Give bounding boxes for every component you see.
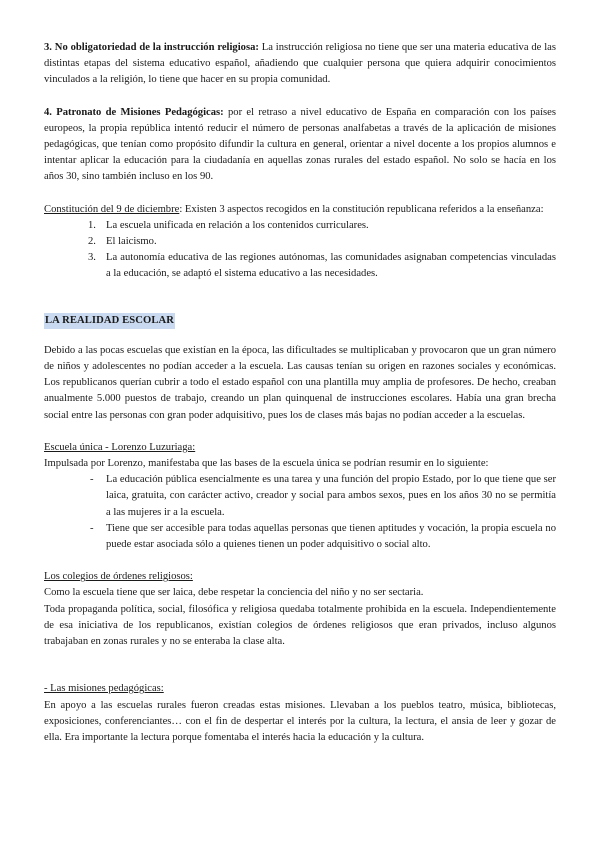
paragraph-text: La instrucción religiosa no tiene que ser una materia educativa de las distintas etapas del sistema educativo español, añadiendo que cualquier persona que quiera adquirir conocimientos vinculados a la religión, lo tiene que hacer en su propia comunidad. — [44, 42, 556, 86]
paragraph-no-obligatoriedad — [44, 40, 556, 89]
paragraph-escuela-unica-intro: Impulsada por Lorenzo, manifestaba que las bases de la escuela única se podrían resumir en lo siguiente: — [44, 458, 489, 470]
paragraph-colegios-2: Toda propaganda política, social, filosófica y religiosa quedaba totalmente prohibida en la escuela. Independientemente de esa iniciativa de los republicanos, existían colegios de órdenes religiosos que eran privados, incluso algunos trabajaban en zonas rurales y no se enteraba la clase alta. — [44, 603, 556, 648]
paragraph-patronato — [44, 105, 556, 186]
list-item-text: La escuela unificada en relación a los contenidos curriculares. — [106, 219, 369, 231]
section-heading: LA REALIDAD ESCOLAR — [44, 313, 175, 329]
list-item — [90, 472, 556, 521]
list-item — [88, 234, 556, 250]
paragraph-title: 3. No obligatoriedad de la instrucción religiosa: — [44, 42, 259, 53]
list-item-text: La autonomía educativa de las regiones autónomas, las comunidades asignaban competencias vinculadas a la educación, se adaptó el sistema educativo a las necesidades. — [106, 252, 556, 280]
list-number: 1. — [88, 219, 96, 231]
list-dash: - — [90, 474, 94, 486]
list-item — [90, 521, 556, 553]
paragraph-text: : Existen 3 aspectos recogidos en la constitución republicana referidos a la enseñanza: — [179, 203, 544, 215]
subheading-text: Escuela única - Lorenzo Luzuriaga: — [44, 441, 196, 453]
paragraph-title: 4. Patronato de Misiones Pedagógicas: — [44, 106, 224, 118]
paragraph-constitucion — [44, 202, 556, 218]
list-item — [88, 218, 556, 234]
list-item-text: Tiene que ser accesible para todas aquellas personas que tienen aptitudes y vocación, la propia escuela no puede estar asociada sólo a quienes tienen un poder adquisitivo o social alto. — [106, 522, 556, 551]
list-item-text: La educación pública esencialmente es una tarea y una función del propio Estado, por lo que tiene que ser laica, gratuita, con carácter activo, creador y social para ambos sexos, pues en los años 30 no se permitía a las mujeres ir a la escuela. — [106, 474, 556, 518]
subheading-constitucion: Constitución del 9 de diciembre — [44, 203, 180, 215]
list-number: 2. — [88, 236, 96, 248]
constitucion-list — [44, 218, 556, 283]
section-heading-realidad — [44, 313, 556, 329]
list-dash: - — [90, 522, 94, 534]
subheading-misiones — [44, 681, 556, 697]
subheading-colegios — [44, 569, 556, 585]
list-number: 3. — [88, 252, 96, 264]
paragraph-text: por el retraso a nivel educativo de España en comparación con los países europeos, la propia república intentó reducir el número de personas analfabetas a través de la aplicación de misiones pedagógicas, que tenían como propósito difundir la cultura en general, orientar a nivel docente a los propios alumnos e intentar aplicar la educación para la ciudadanía en aquellas zonas rurales del estado español. No solo se hacía en los años 30, sino también incluso en los 90. — [44, 106, 556, 183]
list-item — [88, 250, 556, 282]
subheading-text: Los colegios de órdenes religiosos: — [44, 571, 193, 583]
paragraph-misiones: En apoyo a las escuelas rurales fueron creadas estas misiones. Llevaban a los pueblos teatro, música, bibliotecas, exposiciones, conferenciantes… con el fin de despertar el interés por la cultura, la lectura, el ansia de leer y gozar de ella. Era importante la lectura porque fomentaba el interés hacia la educación y la cultura. — [44, 699, 556, 743]
paragraph-colegios-1: Como la escuela tiene que ser laica, debe respetar la conciencia del niño y no ser sectaria. — [44, 587, 424, 599]
subheading-text: - Las misiones pedagógicas: — [44, 683, 164, 695]
list-item-text: El laicismo. — [106, 236, 157, 248]
subheading-escuela-unica — [44, 440, 556, 456]
paragraph-realidad: Debido a las pocas escuelas que existían en la época, las dificultades se multiplicaban y provocaron que un gran número de niños y adolescentes no podían acceder a la escuela. Las causas tenían su origen en razones sociales y económicas. Los republicanos querían cubrir a todo el estado español con una plantilla muy amplia de profesores. De hecho, creaban anualmente 5.000 puestos de trabajo, creando un plan quinquenal de instrucciones escolares. Había una gran brecha social entre las personas con gran poder adquisitivo, pues los de clases más bajas no podían acceder a la escuelas. — [44, 344, 556, 421]
escuela-unica-list — [44, 472, 556, 553]
